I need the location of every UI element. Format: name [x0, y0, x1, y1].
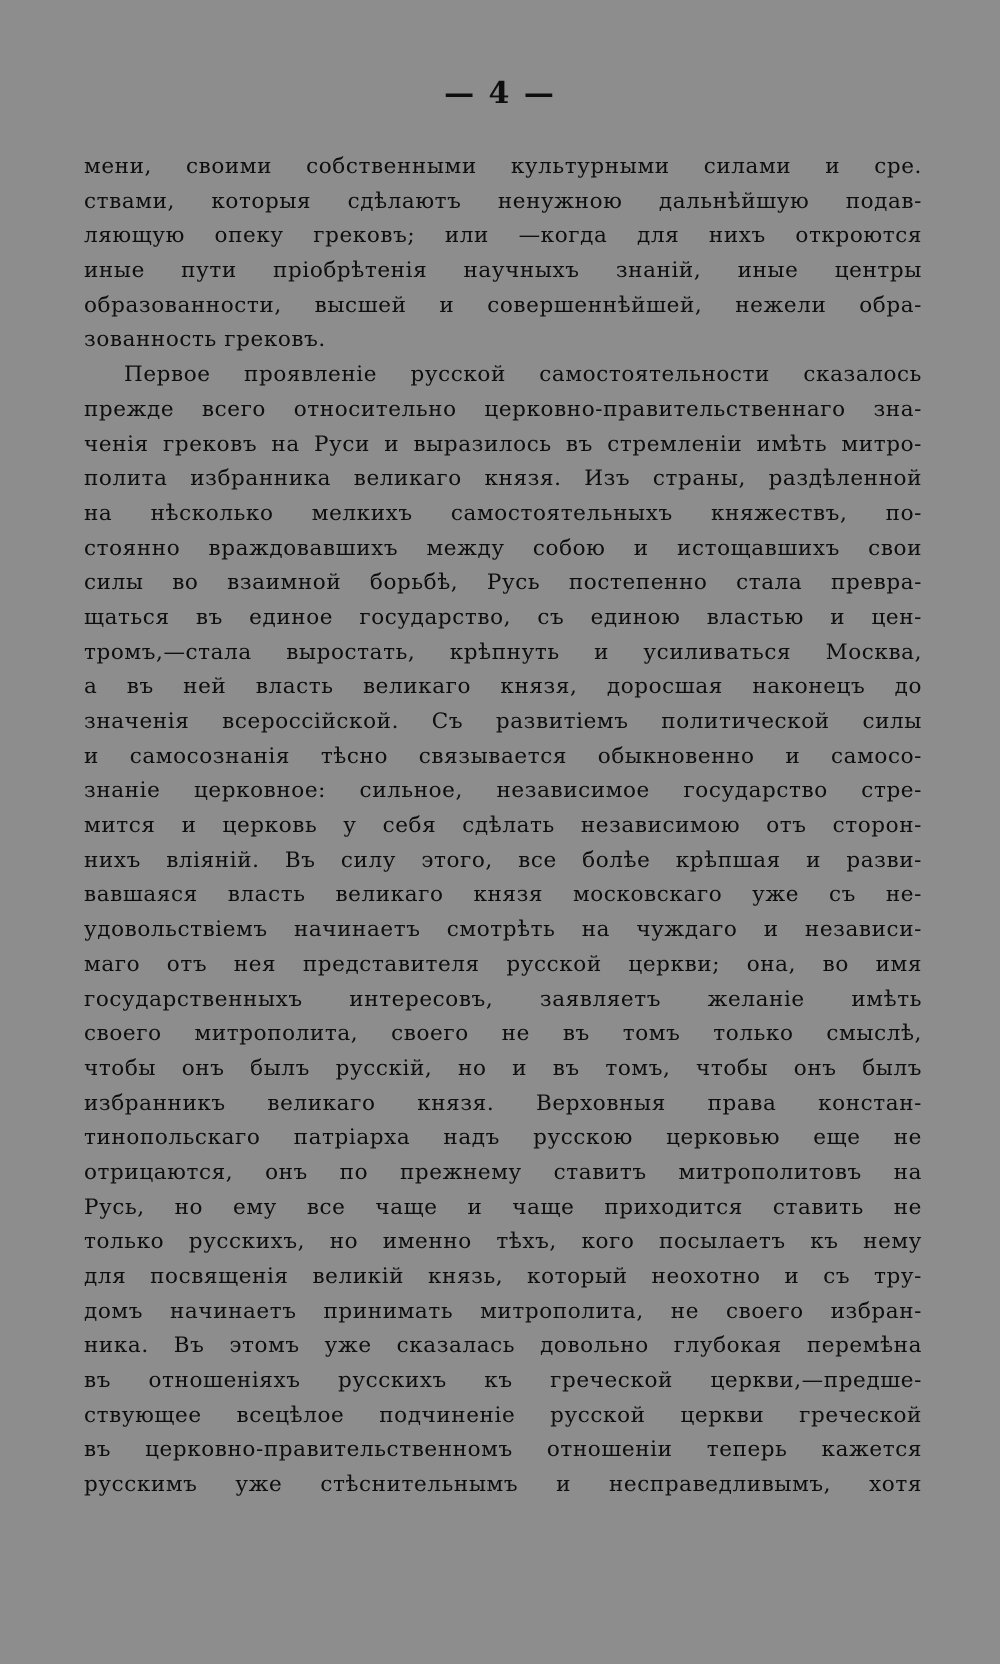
text-line: своего митрополита, своего не въ томъ только смыслѣ, — [84, 1021, 922, 1047]
text-line: прежде всего относительно церковно-правительственнаго зна- — [84, 396, 922, 422]
text-line: Русь, но ему все чаще и чаще приходится ставить не — [84, 1194, 922, 1220]
text-line: иные пути пріобрѣтенія научныхъ знаній, иные центры — [84, 258, 922, 284]
text-line: мится и церковь у себя сдѣлать независимою отъ сторон- — [84, 813, 922, 839]
text-line: и самосознанія тѣсно связывается обыкновенно и самосо- — [84, 743, 922, 769]
text-line: ствами, которыя сдѣлаютъ ненужною дальнѣйшую подав- — [84, 188, 922, 214]
text-line: значенія всероссійской. Съ развитіемъ политической силы — [84, 709, 922, 734]
text-line: знаніе церковное: сильное, независимое государство стре- — [84, 778, 922, 804]
text-line: тинопольскаго патріарха надъ русскою церковью еще не — [84, 1125, 922, 1151]
text-line: государственныхъ интересовъ, заявляетъ желаніе имѣть — [84, 986, 922, 1012]
text-line: стоянно враждовавшихъ между собою и истощавшихъ свои — [84, 535, 922, 561]
text-line: образованности, высшей и совершеннѣйшей, нежели обра- — [84, 292, 922, 318]
text-line: а въ ней власть великаго князя, доросшая наконецъ до — [84, 674, 922, 700]
text-line: удовольствіемъ начинаетъ смотрѣть на чуждаго и независи- — [84, 917, 922, 943]
text-line: ствующее всецѣлое подчиненіе русской церкви греческой — [84, 1402, 922, 1428]
text-line: домъ начинаетъ принимать митрополита, не своего избран- — [84, 1298, 922, 1324]
text-line: на нѣсколько мелкихъ самостоятельныхъ княжествъ, по- — [84, 500, 922, 526]
text-line: въ церковно-правительственномъ отношеніи теперь кажется — [84, 1437, 922, 1463]
page-number: — 4 — — [444, 76, 556, 111]
text-line: только русскихъ, но именно тѣхъ, кого посылаетъ къ нему — [84, 1229, 922, 1255]
text-line: маго отъ нея представителя русской церкви; она, во имя — [84, 951, 922, 977]
text-line: ляющую опеку грековъ; или —когда для нихъ откроются — [84, 223, 922, 249]
body-text — [84, 150, 922, 1503]
text-line: полита избранника великаго князя. Изъ страны, раздѣленной — [84, 466, 922, 492]
text-line: русскимъ уже стѣснительнымъ и несправедливымъ, хотя — [84, 1472, 922, 1498]
text-line: щаться въ единое государство, съ единою властью и цен- — [84, 604, 922, 630]
text-line: нихъ вліяній. Въ силу этого, все болѣе крѣпшая и разви- — [84, 847, 922, 873]
text-line: мени, своими собственными культурными силами и сре. — [84, 154, 922, 179]
text-line: тромъ,—стала выростать, крѣпнуть и усиливаться Москва, — [84, 639, 922, 665]
text-line: ченія грековъ на Руси и выразилось въ стремленіи имѣть митро- — [84, 431, 922, 457]
text-line: чтобы онъ былъ русскій, но и въ томъ, чтобы онъ былъ — [84, 1055, 922, 1081]
text-line: отрицаются, онъ по прежнему ставитъ митрополитовъ на — [84, 1159, 922, 1185]
text-line: избранникъ великаго князя. Верховныя права констан- — [84, 1090, 922, 1116]
text-line: для посвященія великій князь, который неохотно и съ тру- — [84, 1264, 922, 1289]
paragraph-last-line: зованность грековъ. — [84, 327, 326, 353]
paragraph-first-line: Первое проявленіе русской самостоятельности сказалось — [124, 362, 922, 388]
text-line: въ отношеніяхъ русскихъ къ греческой церкви,—предше- — [84, 1368, 922, 1394]
text-line: ника. Въ этомъ уже сказалась довольно глубокая перемѣна — [84, 1333, 922, 1359]
text-line: силы во взаимной борьбѣ, Русь постепенно стала превра- — [84, 570, 922, 596]
text-line: вавшаяся власть великаго князя московскаго уже съ не- — [84, 882, 922, 908]
